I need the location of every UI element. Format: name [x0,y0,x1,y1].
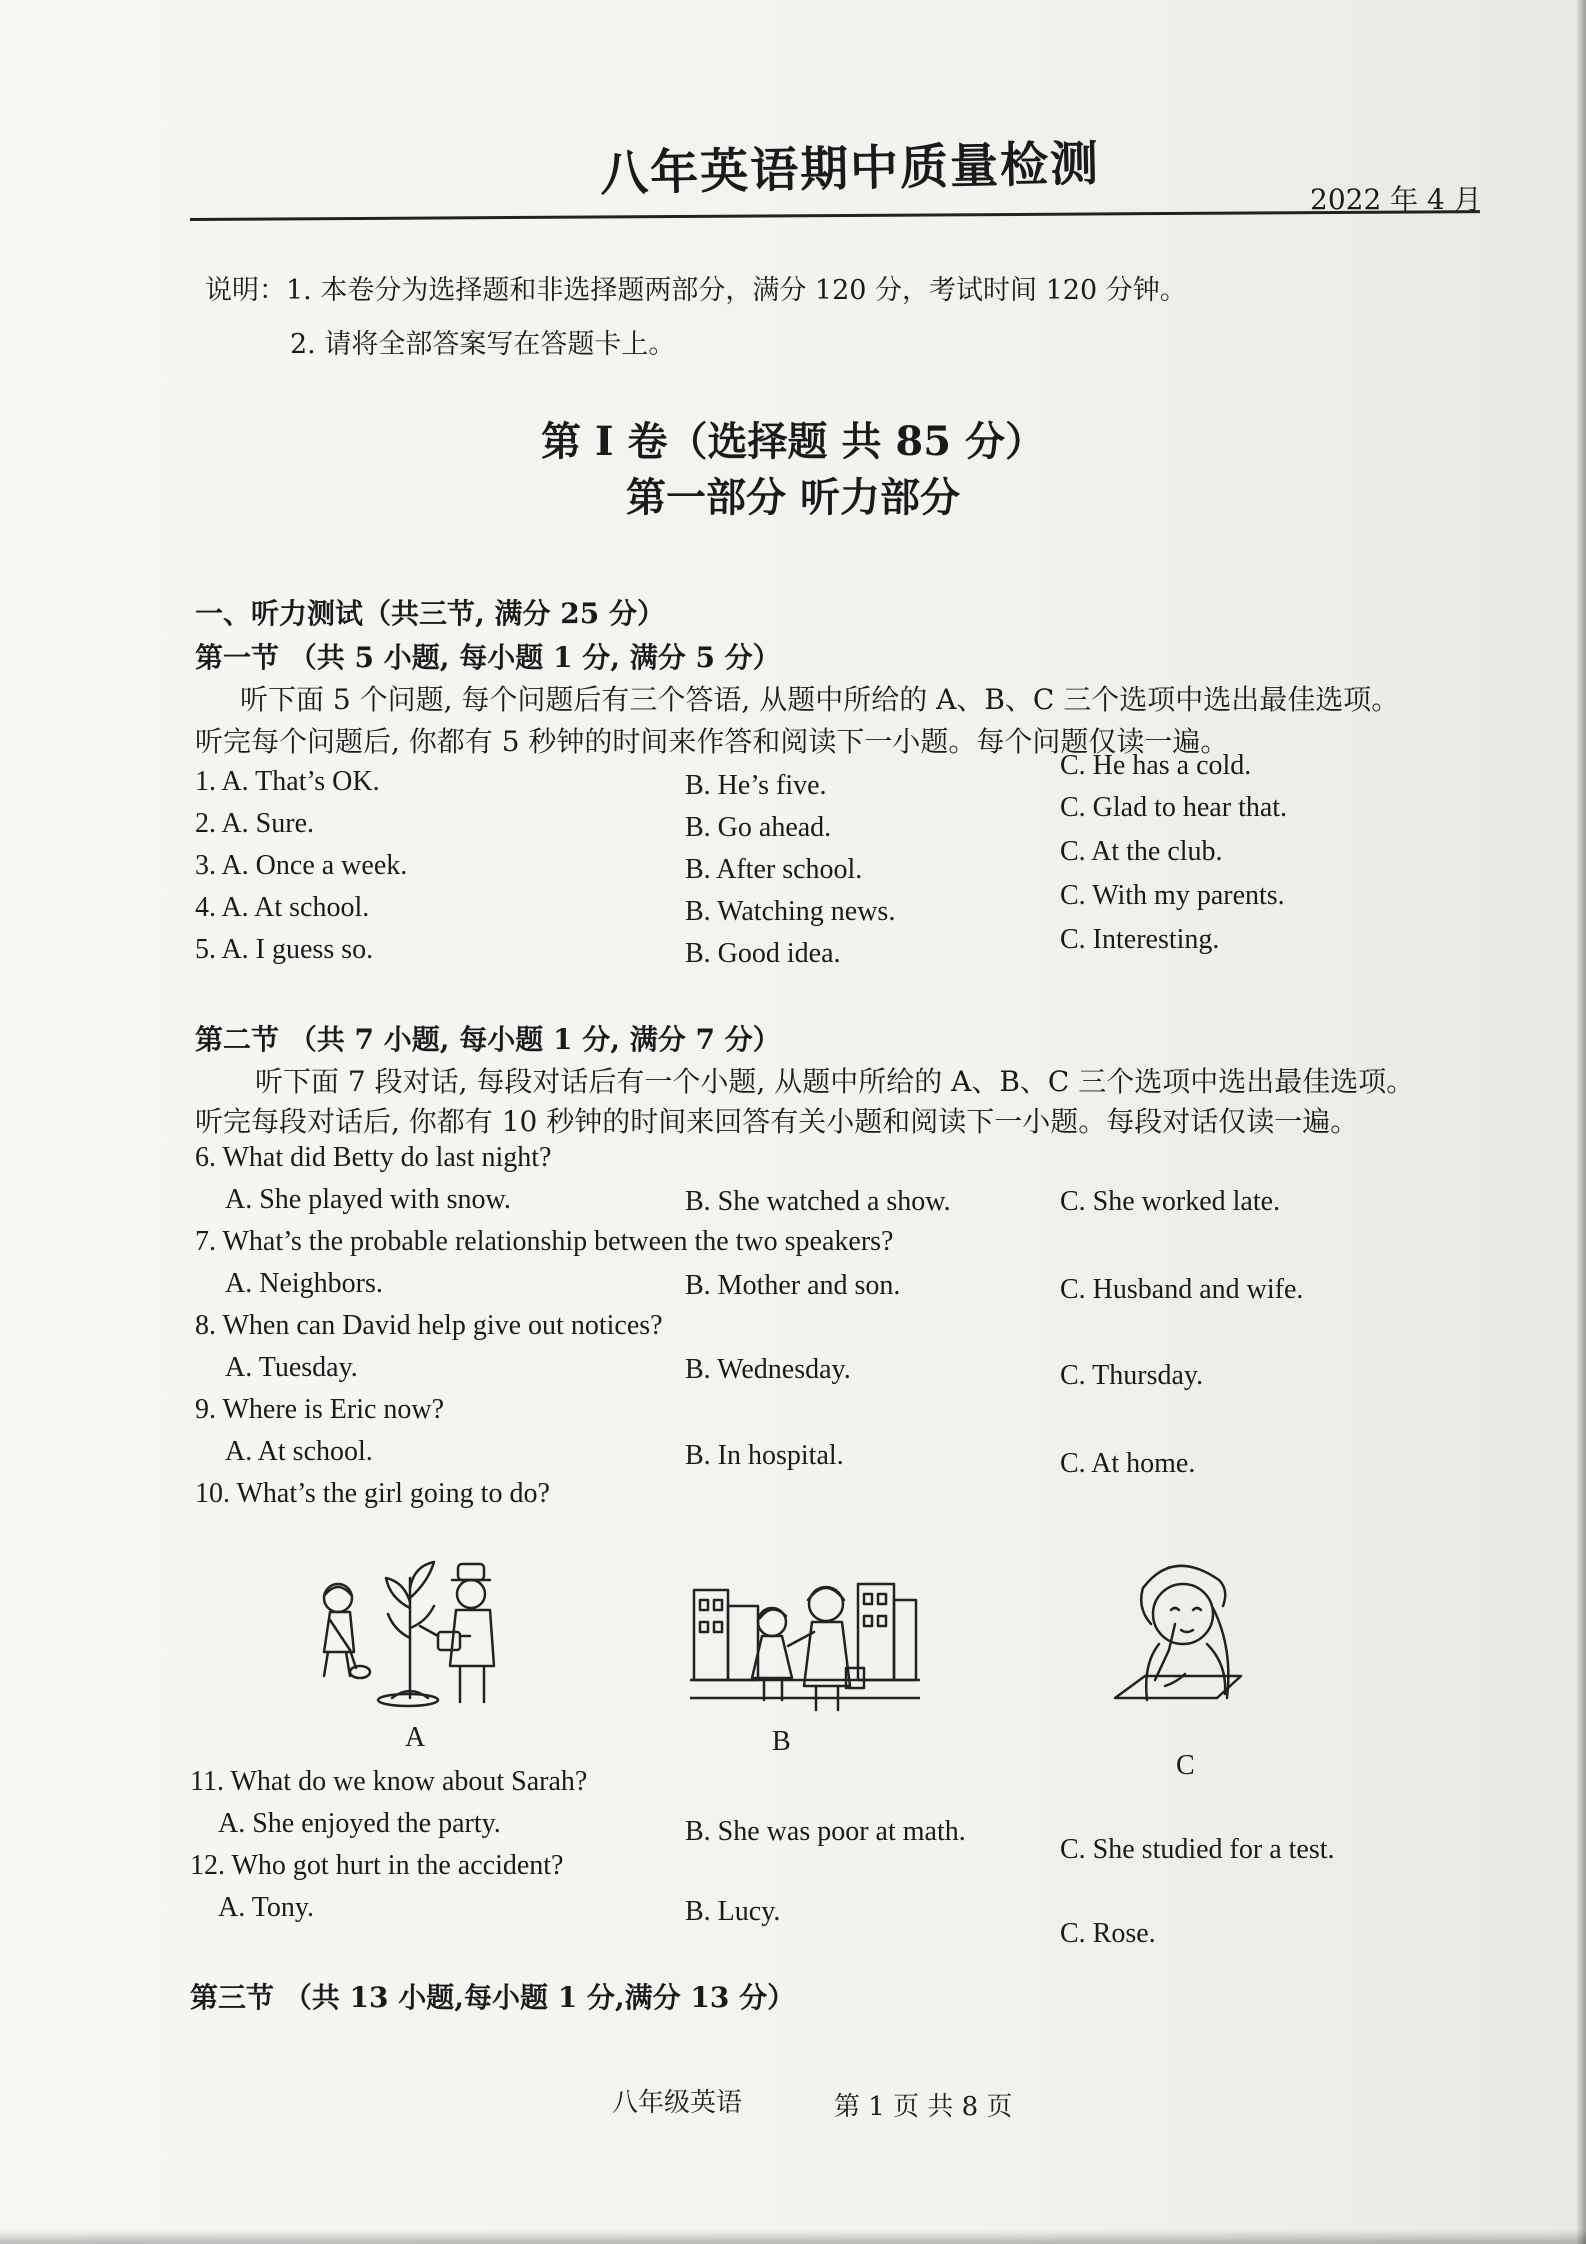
picture-a-label: A [405,1722,426,1753]
footer-page-number: 第 1 页 共 8 页 [834,2092,1013,2122]
q8-option-a: A. Tuesday. [225,1352,358,1383]
section2-desc-1: 听下面 7 段对话, 每段对话后有一个小题, 从题中所给的 A、B、C 三个选项中选出最佳选项。 [255,1065,1415,1098]
exam-title: 八年英语期中质量检测 [599,135,1101,203]
q11-option-c: C. She studied for a test. [1060,1834,1335,1865]
section2-desc-2: 听完每段对话后, 你都有 10 秒钟的时间来回答有关小题和阅读下一小题。每段对话仅读一遍。 [195,1105,1359,1138]
q6-option-c: C. She worked late. [1060,1186,1281,1217]
q7-option-a: A. Neighbors. [225,1268,383,1299]
q5-option-a: 5. A. I guess so. [195,934,374,965]
section1-heading: 第一节 （共 5 小题, 每小题 1 分, 满分 5 分） [195,641,781,674]
title-divider [190,210,1480,221]
q8-option-c: C. Thursday. [1060,1360,1204,1391]
q8-stem: 8. When can David help give out notices? [195,1310,663,1341]
q8-option-b: B. Wednesday. [685,1354,851,1385]
instruction-line-1: 说明：1. 本卷分为选择题和非选择题两部分，满分 120 分，考试时间 120 分钟。 [205,275,1187,306]
section1-desc-1: 听下面 5 个问题, 每个问题后有三个答语, 从题中所给的 A、B、C 三个选项中选出最佳选项。 [240,683,1400,716]
q7-option-b: B. Mother and son. [685,1270,901,1301]
q1-option-c: C. He has a cold. [1060,750,1252,781]
section2-heading: 第二节 （共 7 小题, 每小题 1 分, 满分 7 分） [195,1023,781,1056]
q3-option-b: B. After school. [685,854,863,885]
q12-option-b: B. Lucy. [685,1896,781,1927]
section1-desc-2: 听完每个问题后, 你都有 5 秒钟的时间来作答和阅读下一小题。每个问题仅读一遍。 [195,725,1229,758]
q5-option-b: B. Good idea. [685,938,841,969]
q1-option-b: B. He’s five. [685,770,827,801]
q3-option-a: 3. A. Once a week. [195,850,408,881]
instruction-line-2: 2. 请将全部答案写在答题卡上。 [290,329,676,360]
q6-option-a: A. She played with snow. [225,1184,511,1215]
picture-b-label: B [772,1726,791,1757]
q5-option-c: C. Interesting. [1060,924,1220,955]
q12-stem: 12. Who got hurt in the accident? [190,1850,564,1881]
q11-stem: 11. What do we know about Sarah? [190,1766,588,1797]
q7-stem: 7. What’s the probable relationship between the two speakers? [195,1226,894,1257]
q1-option-a: 1. A. That’s OK. [195,766,380,797]
q6-option-b: B. She watched a show. [685,1186,951,1217]
part-title: 第一部分 听力部分 [626,474,960,521]
q9-stem: 9. Where is Eric now? [195,1394,445,1425]
q2-option-b: B. Go ahead. [685,812,832,843]
q9-option-c: C. At home. [1060,1448,1196,1479]
picture-c-girl-writing [1095,1548,1255,1728]
q2-option-c: C. Glad to hear that. [1060,792,1288,823]
q6-stem: 6. What did Betty do last night? [195,1142,552,1173]
q4-option-b: B. Watching news. [685,896,896,927]
scan-bottom-edge [0,2230,1586,2244]
q10-stem: 10. What’s the girl going to do? [195,1478,550,1509]
picture-a-planting-tree [300,1548,520,1718]
picture-c-label: C [1176,1750,1195,1781]
q11-option-a: A. She enjoyed the party. [218,1808,501,1839]
q9-option-b: B. In hospital. [685,1440,844,1471]
q3-option-c: C. At the club. [1060,836,1223,867]
exam-date: 2022 年 4 月 [1310,183,1482,216]
scan-edge-shadow [1576,0,1586,2244]
q12-option-c: C. Rose. [1060,1918,1156,1949]
q2-option-a: 2. A. Sure. [195,808,314,839]
listening-heading: 一、听力测试（共三节, 满分 25 分） [195,597,665,630]
q11-option-b: B. She was poor at math. [685,1816,966,1847]
section3-heading: 第三节 （共 13 小题,每小题 1 分,满分 13 分） [190,1981,796,2014]
q9-option-a: A. At school. [225,1436,373,1467]
volume-title: 第 I 卷（选择题 共 85 分） [540,418,1045,465]
footer-subject: 八年级英语 [612,2088,743,2118]
picture-b-city-walk [690,1570,920,1720]
q4-option-c: C. With my parents. [1060,880,1285,911]
q12-option-a: A. Tony. [218,1892,315,1923]
q4-option-a: 4. A. At school. [195,892,370,923]
q7-option-c: C. Husband and wife. [1060,1274,1304,1305]
